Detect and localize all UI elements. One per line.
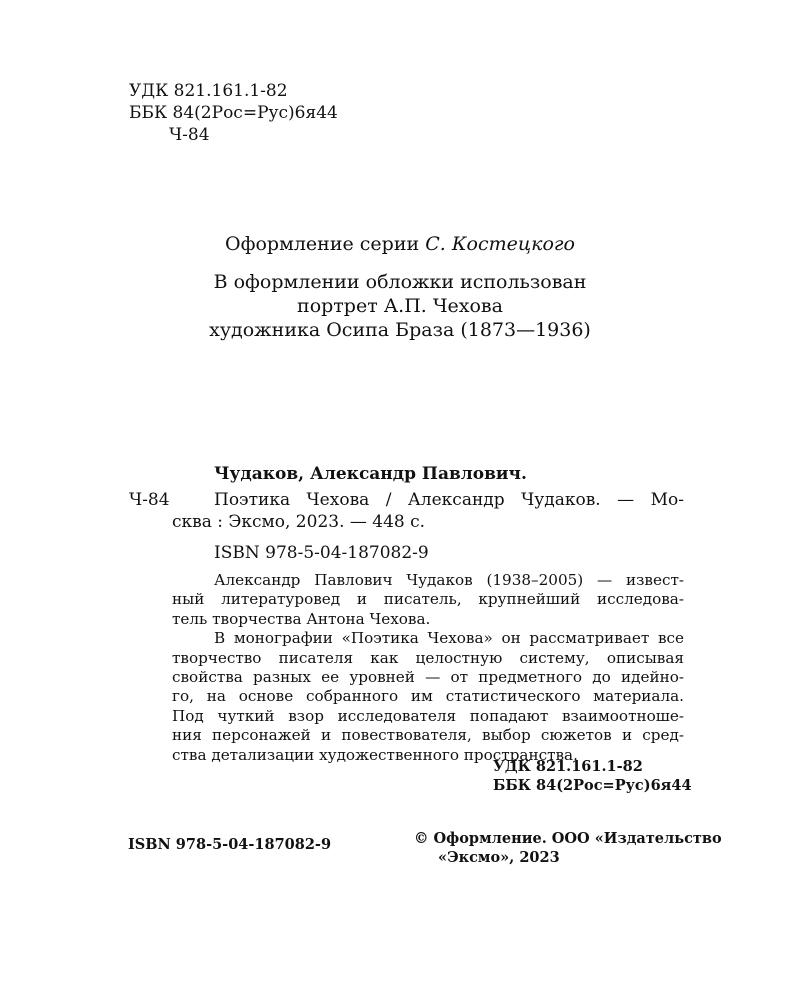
bbk-code: ББК 84(2Рос=Рус)6я44	[129, 103, 338, 123]
classification-block	[129, 80, 338, 146]
author-heading: Чудаков, Александр Павлович.	[214, 464, 527, 484]
copyright-line: © Оформление. ООО «Издательство	[414, 830, 722, 847]
annotation-line: творчество писателя как целостную систему, описывая	[172, 648, 684, 667]
annotation-line: свойства разных ее уровней — от предметного до идейно-	[172, 668, 684, 687]
cover-credit-line: В оформлении обложки использован	[213, 271, 587, 293]
annotation-line: ный литературовед и писатель, крупнейший исследова-	[172, 590, 684, 609]
annotation-line: Александр Павлович Чудаков (1938–2005) — извест-	[214, 571, 684, 589]
title-line: сква : Эксмо, 2023. — 448 с.	[172, 512, 426, 532]
bottom-codes	[493, 757, 692, 795]
annotation-line: ния персонажей и повествователя, выбор сюжетов и сред-	[172, 726, 684, 745]
series-designer: С. Костецкого	[425, 233, 575, 255]
isbn: ISBN 978-5-04-187082-9	[214, 543, 429, 563]
annotation-line: го, на основе собранного им статистического материала.	[172, 687, 684, 706]
udk-code: УДК 821.161.1-82	[129, 81, 288, 101]
series-prefix: Оформление серии	[225, 233, 420, 255]
annotation-line: В монографии «Поэтика Чехова» он рассматривает все	[214, 629, 684, 648]
copyright-line: «Эксмо», 2023	[438, 849, 560, 866]
cover-credit-line: портрет А.П. Чехова	[297, 295, 503, 317]
annotation	[172, 571, 684, 765]
annotation-paragraph	[172, 571, 684, 629]
annotation-line: ства детализации художественного пространства.	[172, 745, 578, 764]
copyright-notice	[414, 829, 722, 867]
author-mark: Ч-84	[169, 125, 210, 145]
series-design-credit	[0, 232, 800, 256]
footer-isbn: ISBN 978-5-04-187082-9	[128, 836, 332, 853]
bbk-code: ББК 84(2Рос=Рус)6я44	[493, 777, 692, 794]
catalog-code: Ч-84	[129, 490, 170, 510]
annotation-line: Под чуткий взор исследователя попадают взаимоотноше-	[172, 706, 684, 725]
title-line: Поэтика Чехова / Александр Чудаков. — Мо-	[214, 490, 684, 510]
cover-credit-line: художника Осипа Браза (1873—1936)	[209, 319, 591, 341]
cover-credit	[0, 270, 800, 342]
annotation-line: тель творчества Антона Чехова.	[172, 609, 431, 628]
annotation-paragraph	[172, 629, 684, 765]
udk-code: УДК 821.161.1-82	[493, 758, 643, 775]
